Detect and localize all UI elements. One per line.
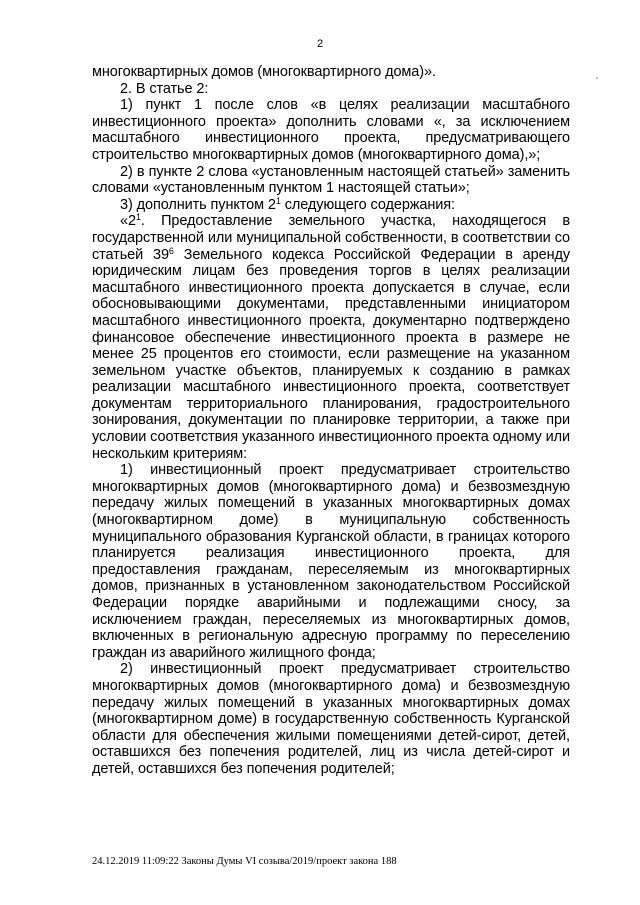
clause-text-b: . Предоставление земельного участка, находящегося в государственной или муниципальной собственности, в соответствии со статьей 39 xyxy=(92,213,570,263)
item-3-superscript: 1 xyxy=(275,195,281,206)
paragraph-clause-2-1 xyxy=(92,213,570,462)
footer-stamp: 24.12.2019 11:09:22 Законы Думы VI созыва/2019/проект закона 188 xyxy=(92,856,397,867)
item-3-text-a: 3) дополнить пунктом 2 xyxy=(120,196,276,213)
paragraph-criterion-1: 1) инвестиционный проект предусматривает строительство многоквартирных домов (многоквартирного дома) и безвозмездную передачу жилых помещений в указанных многоквартирных домах (многоквартирном доме) в муниципальную собственность муниципального образования Курганской области, в границах которого планируется реализация инвестиционного проекта, для предоставления гражданам, переселяемым из многоквартирных домов, признанных в установленном законодательством Российской Федерации порядке аварийными и подлежащими сносу, за исключением граждан, переселяемых из многоквартирных домов, включенных в региональную адресную программу по переселению граждан из аварийного жилищного фонда; xyxy=(92,462,570,661)
document-body xyxy=(92,64,570,778)
paragraph-criterion-2: 2) инвестиционный проект предусматривает строительство многоквартирных домов (многоквартирного дома) и безвозмездную передачу жилых помещений в указанных многоквартирных домах (многоквартирном доме) в государственную собственность Курганской области для обеспечения жилыми помещениями детей-сирот, детей, оставшихся без попечения родителей, лиц из числа детей-сирот и детей, оставшихся без попечения родителей; xyxy=(92,661,570,777)
item-3-text-b: следующего содержания: xyxy=(280,196,455,213)
paragraph-item-2: 2) в пункте 2 слова «установленным настоящей статьей» заменить словами «установленным пунктом 1 настоящей статьи»; xyxy=(92,163,570,197)
clause-text-c: Земельного кодекса Российской Федерации в аренду юридическим лицам без проведения торгов в целях реализации масштабного инвестиционного проекта допускается в случае, если обосновывающими документами, представленными инициатором масштабного инвестиционного проекта, документарно подтверждено финансовое обеспечение инвестиционного проекта в размере не менее 25 процентов его стоимости, если размещение на указанном земельном участке объектов, планируемых к созданию в рамках реализации масштабного инвестиционного проекта, соответствует документам территориального планирования, градостроительного зонирования, документации по планировке территории, а также при условии соответствия указанного инвестиционного проекта одному или нескольким критериям: xyxy=(92,246,570,462)
scan-speck xyxy=(596,77,598,79)
clause-text-a: «2 xyxy=(120,213,136,230)
paragraph-item-1: 1) пункт 1 после слов «в целях реализации масштабного инвестиционного проекта» дополнить словами «, за исключением масштабного инвестиционного проекта, предусматривающего строительство многоквартирных домов (многоквартирного дома),»; xyxy=(92,97,570,163)
paragraph-item-3 xyxy=(92,197,570,214)
page-number: 2 xyxy=(316,38,324,50)
clause-superscript-6: 6 xyxy=(168,245,174,256)
paragraph-article-2-heading: 2. В статье 2: xyxy=(120,80,209,97)
paragraph-continuation: многоквартирных домов (многоквартирного дома)». xyxy=(92,64,436,80)
clause-superscript-1: 1 xyxy=(135,212,141,223)
